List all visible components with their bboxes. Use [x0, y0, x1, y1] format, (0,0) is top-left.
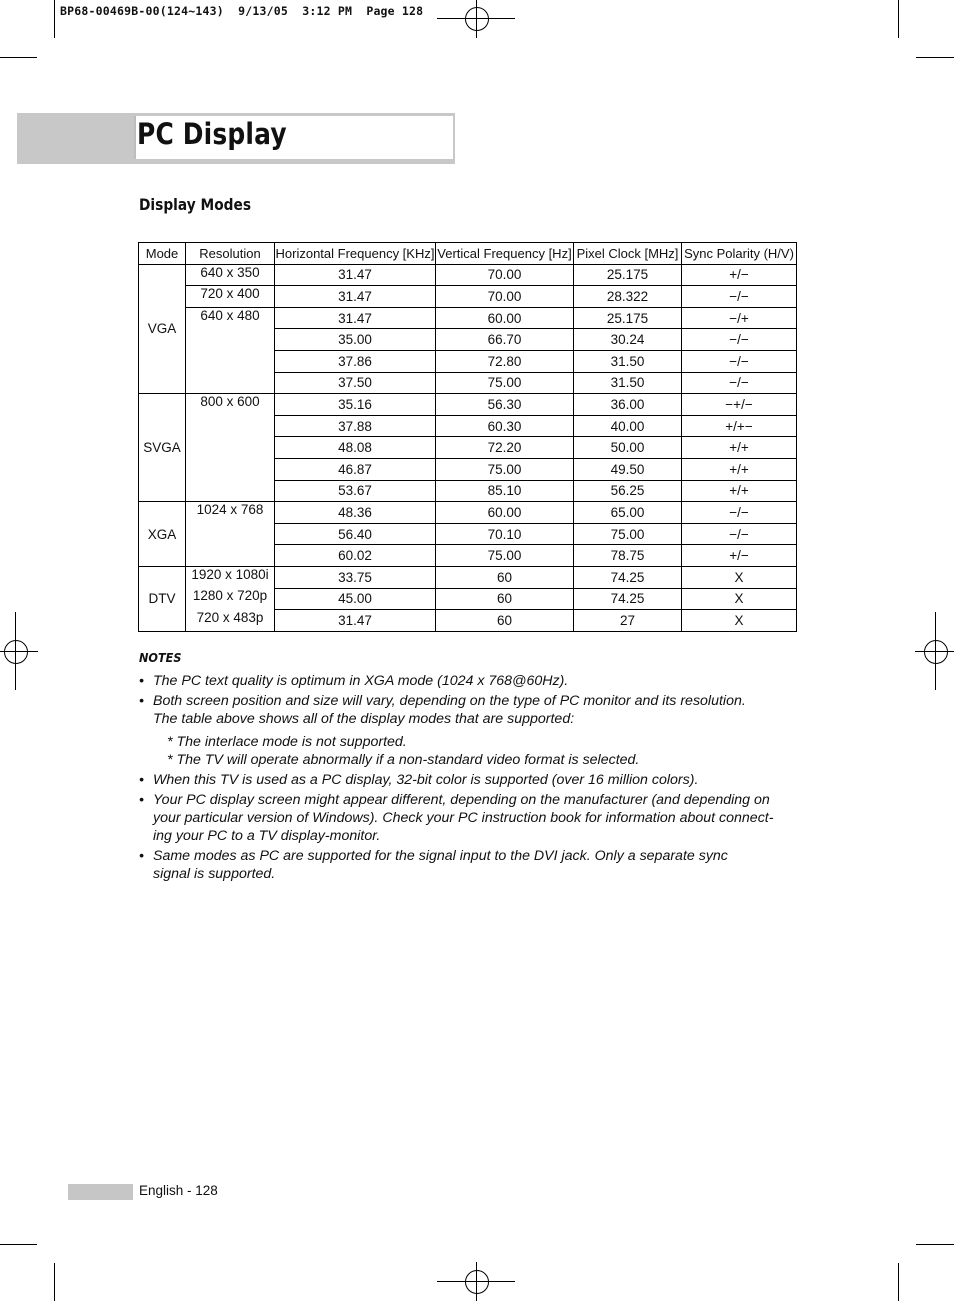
table-cell: 75.00 [436, 458, 574, 480]
table-cell: 75.00 [436, 545, 574, 567]
table-row [139, 264, 797, 286]
printer-slug: BP68-00469B-00(124~143) 9/13/05 3:12 PM Page 128 [60, 4, 424, 18]
table-cell: 31.50 [574, 372, 682, 394]
table-cell: 25.175 [574, 264, 682, 286]
table-cell: 65.00 [574, 502, 682, 524]
column-header: Mode [139, 243, 186, 265]
bullet-icon: • [139, 772, 144, 788]
table-cell: 50.00 [574, 437, 682, 459]
table-cell: 66.70 [436, 329, 574, 351]
table-cell: 40.00 [574, 415, 682, 437]
table-cell: 72.20 [436, 437, 574, 459]
table-cell: 37.50 [275, 372, 436, 394]
table-cell: +/+ [682, 480, 797, 502]
subnote-list [153, 733, 809, 769]
bullet-icon: • [139, 673, 144, 689]
table-cell: X [682, 610, 797, 632]
note-line: your particular version of Windows). Check your PC instruction book for information about connect- [153, 810, 774, 826]
resolution-cell: 640 x 350 [186, 264, 275, 286]
resolution-cell: 720 x 483p [186, 610, 275, 632]
note-line: signal is supported. [153, 866, 276, 882]
table-cell: 49.50 [574, 458, 682, 480]
table-cell: 48.36 [275, 502, 436, 524]
table-cell: −/− [682, 350, 797, 372]
resolution-cell: 640 x 480 [186, 307, 275, 393]
table-cell: 27 [574, 610, 682, 632]
table-cell: +/+ [682, 458, 797, 480]
table-cell: 28.322 [574, 286, 682, 308]
table-cell: 72.80 [436, 350, 574, 372]
column-header: Pixel Clock [MHz] [574, 243, 682, 265]
note-item [139, 692, 809, 769]
table-cell: 78.75 [574, 545, 682, 567]
table-cell: 36.00 [574, 394, 682, 416]
resolution-cell: 1024 x 768 [186, 502, 275, 567]
table-header-row [139, 243, 797, 265]
table-row [139, 588, 797, 610]
table-cell: 46.87 [275, 458, 436, 480]
display-modes-table [138, 242, 797, 632]
table-cell: 31.50 [574, 350, 682, 372]
subnote-line: * The TV will operate abnormally if a non-standard video format is selected. [167, 752, 640, 768]
note-item [139, 771, 809, 789]
table-row [139, 610, 797, 632]
table-cell: 35.00 [275, 329, 436, 351]
table-cell: +/− [682, 545, 797, 567]
note-item [139, 791, 809, 845]
mode-cell: SVGA [139, 394, 186, 502]
bullet-icon: • [139, 848, 144, 864]
table-cell: 75.00 [436, 372, 574, 394]
table-cell: 85.10 [436, 480, 574, 502]
note-line: Both screen position and size will vary, depending on the type of PC monitor and its resolution. [153, 693, 746, 709]
table-row [139, 307, 797, 329]
table-cell: 45.00 [275, 588, 436, 610]
note-line: Your PC display screen might appear different, depending on the manufacturer (and depending on [153, 792, 770, 808]
resolution-cell: 720 x 400 [186, 286, 275, 308]
column-header: Horizontal Frequency [KHz] [275, 243, 436, 265]
table-cell: 70.00 [436, 286, 574, 308]
note-line: The table above shows all of the display modes that are supported: [153, 711, 575, 727]
table-cell: 56.25 [574, 480, 682, 502]
table-cell: +/− [682, 264, 797, 286]
table-cell: 31.47 [275, 307, 436, 329]
note-line: The PC text quality is optimum in XGA mode (1024 x 768@60Hz). [153, 673, 569, 689]
table-cell: 60 [436, 588, 574, 610]
table-cell: 60 [436, 566, 574, 588]
table-cell: 60 [436, 610, 574, 632]
table-cell: 31.47 [275, 264, 436, 286]
mode-cell: DTV [139, 566, 186, 631]
table-cell: 60.02 [275, 545, 436, 567]
resolution-cell: 1280 x 720p [186, 588, 275, 610]
table-row [139, 566, 797, 588]
table-cell: 70.10 [436, 523, 574, 545]
mode-cell: VGA [139, 264, 186, 394]
table-cell: 37.86 [275, 350, 436, 372]
table-cell: 35.16 [275, 394, 436, 416]
table-cell: 74.25 [574, 588, 682, 610]
notes-list [139, 672, 809, 885]
bullet-icon: • [139, 693, 144, 709]
section-title: Display Modes [139, 195, 252, 214]
table-cell: 60.00 [436, 502, 574, 524]
table-cell: 70.00 [436, 264, 574, 286]
table-cell: X [682, 588, 797, 610]
resolution-cell: 1920 x 1080i [186, 566, 275, 588]
bullet-icon: • [139, 792, 144, 808]
table-cell: 31.47 [275, 610, 436, 632]
table-row [139, 394, 797, 416]
table-cell: −/− [682, 286, 797, 308]
table-cell: 60.00 [436, 307, 574, 329]
table-cell: X [682, 566, 797, 588]
table-cell: −+/− [682, 394, 797, 416]
note-item [139, 847, 809, 883]
table-cell: −/− [682, 372, 797, 394]
column-header: Vertical Frequency [Hz] [436, 243, 574, 265]
table-row [139, 286, 797, 308]
note-line: When this TV is used as a PC display, 32-bit color is supported (over 16 million colors). [153, 772, 699, 788]
table-cell: 31.47 [275, 286, 436, 308]
column-header: Resolution [186, 243, 275, 265]
table-cell: 56.30 [436, 394, 574, 416]
table-cell: 74.25 [574, 566, 682, 588]
note-item [139, 672, 809, 690]
table-cell: −/− [682, 523, 797, 545]
mode-cell: XGA [139, 502, 186, 567]
table-cell: 56.40 [275, 523, 436, 545]
note-line: Same modes as PC are supported for the signal input to the DVI jack. Only a separate sync [153, 848, 728, 864]
notes-title: NOTES [139, 650, 182, 665]
table-cell: +/+− [682, 415, 797, 437]
table-cell: −/+ [682, 307, 797, 329]
table-row [139, 502, 797, 524]
resolution-cell: 800 x 600 [186, 394, 275, 502]
table-cell: −/− [682, 502, 797, 524]
table-cell: 60.30 [436, 415, 574, 437]
table-cell: 30.24 [574, 329, 682, 351]
table-cell: 53.67 [275, 480, 436, 502]
table-cell: +/+ [682, 437, 797, 459]
note-line: ing your PC to a TV display-monitor. [153, 828, 381, 844]
table-cell: 25.175 [574, 307, 682, 329]
page-number: English - 128 [139, 1183, 218, 1198]
table-body [139, 264, 797, 631]
table-cell: 37.88 [275, 415, 436, 437]
page-title: PC Display [137, 117, 287, 151]
table-cell: 33.75 [275, 566, 436, 588]
footer-bar [68, 1184, 133, 1200]
table-cell: −/− [682, 329, 797, 351]
table-cell: 48.08 [275, 437, 436, 459]
subnote-line: * The interlace mode is not supported. [167, 734, 407, 750]
column-header: Sync Polarity (H/V) [682, 243, 797, 265]
table-cell: 75.00 [574, 523, 682, 545]
